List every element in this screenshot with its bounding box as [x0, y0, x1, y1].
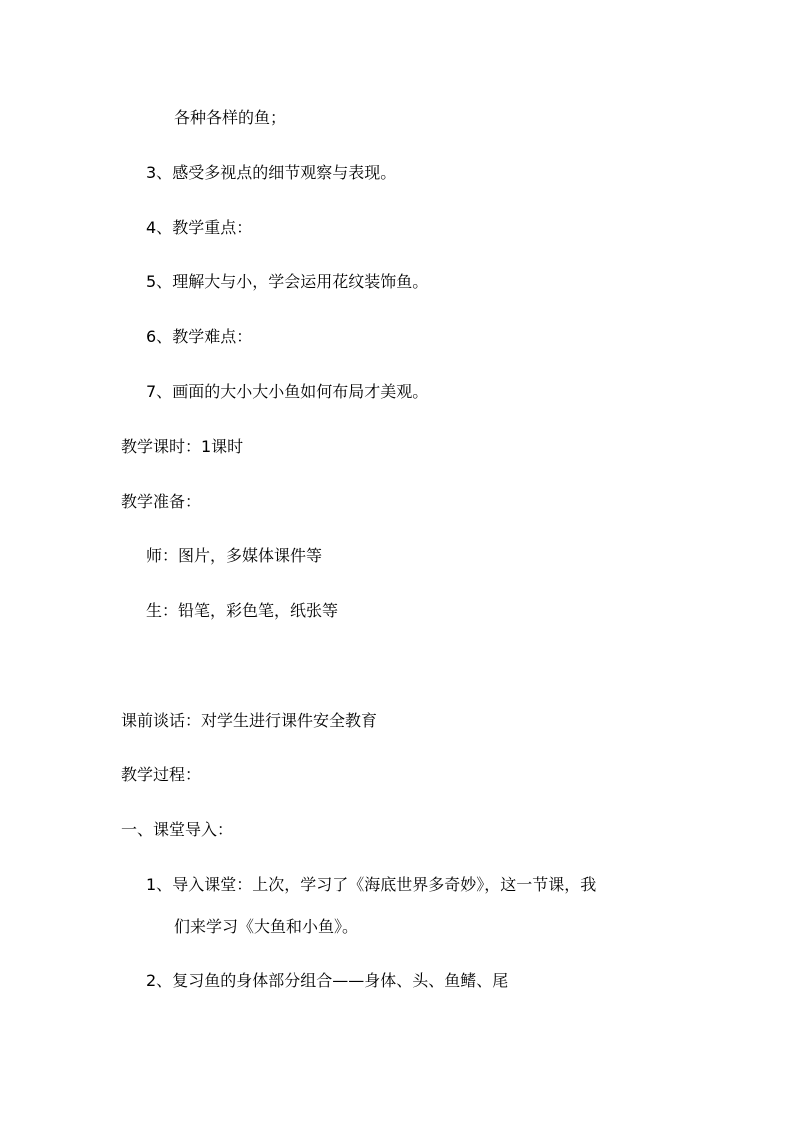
student-preparation: 生：铅笔，彩色笔，纸张等 [146, 601, 339, 620]
list-item [146, 971, 508, 991]
list-item-continuation: 们来学习《大鱼和小鱼》。 [174, 917, 359, 936]
section-one-title: 一、课堂导入： [121, 820, 234, 839]
list-item-text: 理解大与小，学会运用花纹装饰鱼。 [172, 272, 429, 291]
list-item [146, 163, 396, 183]
list-item [146, 875, 596, 895]
list-item [146, 218, 252, 238]
list-item-number: 2、 [146, 971, 173, 990]
list-item-text: 导入课堂：上次，学习了《海底世界多奇妙》，这一节课，我 [172, 875, 597, 894]
preparation-title: 教学准备： [121, 492, 202, 511]
list-item [146, 327, 252, 347]
process-title: 教学过程： [121, 765, 202, 784]
objectives-tail-line: 各种各样的鱼； [174, 108, 287, 127]
list-item [146, 382, 428, 402]
list-item-text: 感受多视点的细节观察与表现。 [172, 163, 397, 182]
teacher-preparation: 师：图片，多媒体课件等 [146, 546, 323, 565]
list-item-text: 教学重点： [172, 218, 253, 237]
list-item-number: 6、 [146, 327, 173, 346]
pre-class-talk: 课前谈话：对学生进行课件安全教育 [121, 711, 378, 730]
list-item-text: 复习鱼的身体部分组合——身体、头、鱼鳍、尾 [172, 971, 509, 990]
list-item-number: 1、 [146, 875, 173, 894]
list-item-text: 教学难点： [172, 327, 253, 346]
list-item-number: 7、 [146, 382, 173, 401]
list-item-number: 4、 [146, 218, 173, 237]
list-item-number: 5、 [146, 272, 173, 291]
list-item [146, 272, 428, 292]
lesson-hours: 教学课时：1课时 [121, 437, 244, 456]
list-item-number: 3、 [146, 163, 173, 182]
list-item-text: 画面的大小大小鱼如何布局才美观。 [172, 382, 429, 401]
